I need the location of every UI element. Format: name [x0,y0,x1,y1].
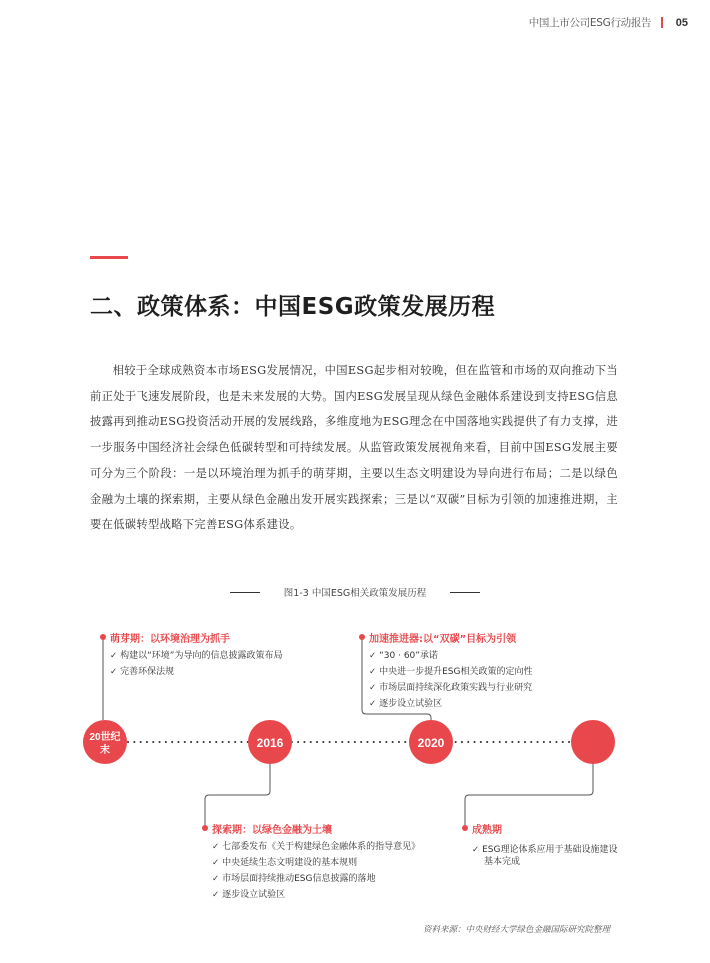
milestone-label-2: 2016 [256,736,284,750]
check-icon: ✓ [472,845,480,855]
stage-heading: 成熟期 [472,825,502,836]
check-icon: ✓ [369,651,377,661]
section-title: 二、政策体系：中国ESG政策发展历程 [90,294,496,320]
stage-item: ✓ 逐步设立试验区 [212,890,286,900]
stage-item: ✓ 市场层面持续推动ESG信息披露的落地 [212,874,376,884]
stage-item: ✓ 逐步设立试验区 [369,699,443,709]
milestone-label-1a: 20世纪 [89,732,121,743]
milestone-label-1b: 末 [100,745,110,756]
check-icon: ✓ [212,858,220,868]
stage-dot-2 [202,825,208,831]
caption-text: 图1-3 中国ESG相关政策发展历程 [283,588,427,599]
stage-dot-4 [462,825,468,831]
source-note: 资料来源：中央财经大学绿色金融国际研究院整理 [422,925,610,935]
stage-heading: 探索期：以绿色金融为土壤 [212,825,332,836]
milestone-label-3: 2020 [417,736,445,750]
check-icon: ✓ [212,874,220,884]
check-icon: ✓ [212,842,220,852]
check-icon: ✓ [110,651,118,661]
stage-item: ✓ 中央延续生态文明建设的基本规则 [212,858,358,868]
check-icon: ✓ [369,667,377,677]
connector-stage-2 [205,764,270,828]
stage-item: ✓ ESG理论体系应用于基础设施建设 [472,845,618,855]
check-icon: ✓ [369,699,377,709]
milestone-circle-4 [571,720,615,764]
stage-item: ✓ “30 · 60”承诺 [369,651,438,661]
check-icon: ✓ [110,667,118,677]
stage-dot-3 [359,634,365,640]
stage-block-2 [212,821,420,905]
stage-item: ✓ 构建以“环境”为导向的信息披露政策布局 [110,651,283,661]
stage-dot-1 [100,634,106,640]
stage-item: ✓ 完善环保法规 [110,667,175,677]
stage-item: ✓ 七部委发布《关于构建绿色金融体系的指导意见》 [212,842,421,852]
stage-heading: 萌芽期：以环境治理为抓手 [110,634,230,645]
stage-item-continuation: 基本完成 [484,857,521,867]
check-icon: ✓ [212,890,220,900]
stage-item: ✓ 中央进一步提升ESG相关政策的定向性 [369,667,533,677]
stage-item: ✓ 市场层面持续深化政策实践与行业研究 [369,683,533,693]
connector-stage-4 [465,764,593,828]
page-number: 05 [675,16,688,29]
stage-heading: 加速推进器:以“双碳”目标为引领 [369,634,517,645]
stage-block-1 [110,630,282,682]
check-icon: ✓ [369,683,377,693]
stage-block-4 [472,821,618,872]
body-paragraph: 相较于全球成熟资本市场ESG发展情况，中国ESG起步相对较晚，但在监管和市场的双向推动下当前正处于飞速发展阶段，也是未来发展的大势。国内ESG发展呈现从绿色金融体系建设到支持ESG信息披露再到推动ESG投资活动开展的发展线路，多维度地为ESG理念在中国落地实践提供了有力支撑，进一步服务中国经济社会绿色低碳转型和可持续发展。从监管政策发展视角来看，目前中国ESG发展主要可分为三个阶段：一是以环境治理为抓手的萌芽期，主要以生态文明建设为导向进行布局；二是以绿色金融为土壤的探索期，主要从绿色金融出发开展实践探索；三是以“双碳”目标为引领的加速推进期，主要在低碳转型战略下完善ESG体系建设。 [90,364,618,532]
stage-block-3 [369,630,533,714]
report-title: 中国上市公司ESG行动报告 [528,17,652,29]
